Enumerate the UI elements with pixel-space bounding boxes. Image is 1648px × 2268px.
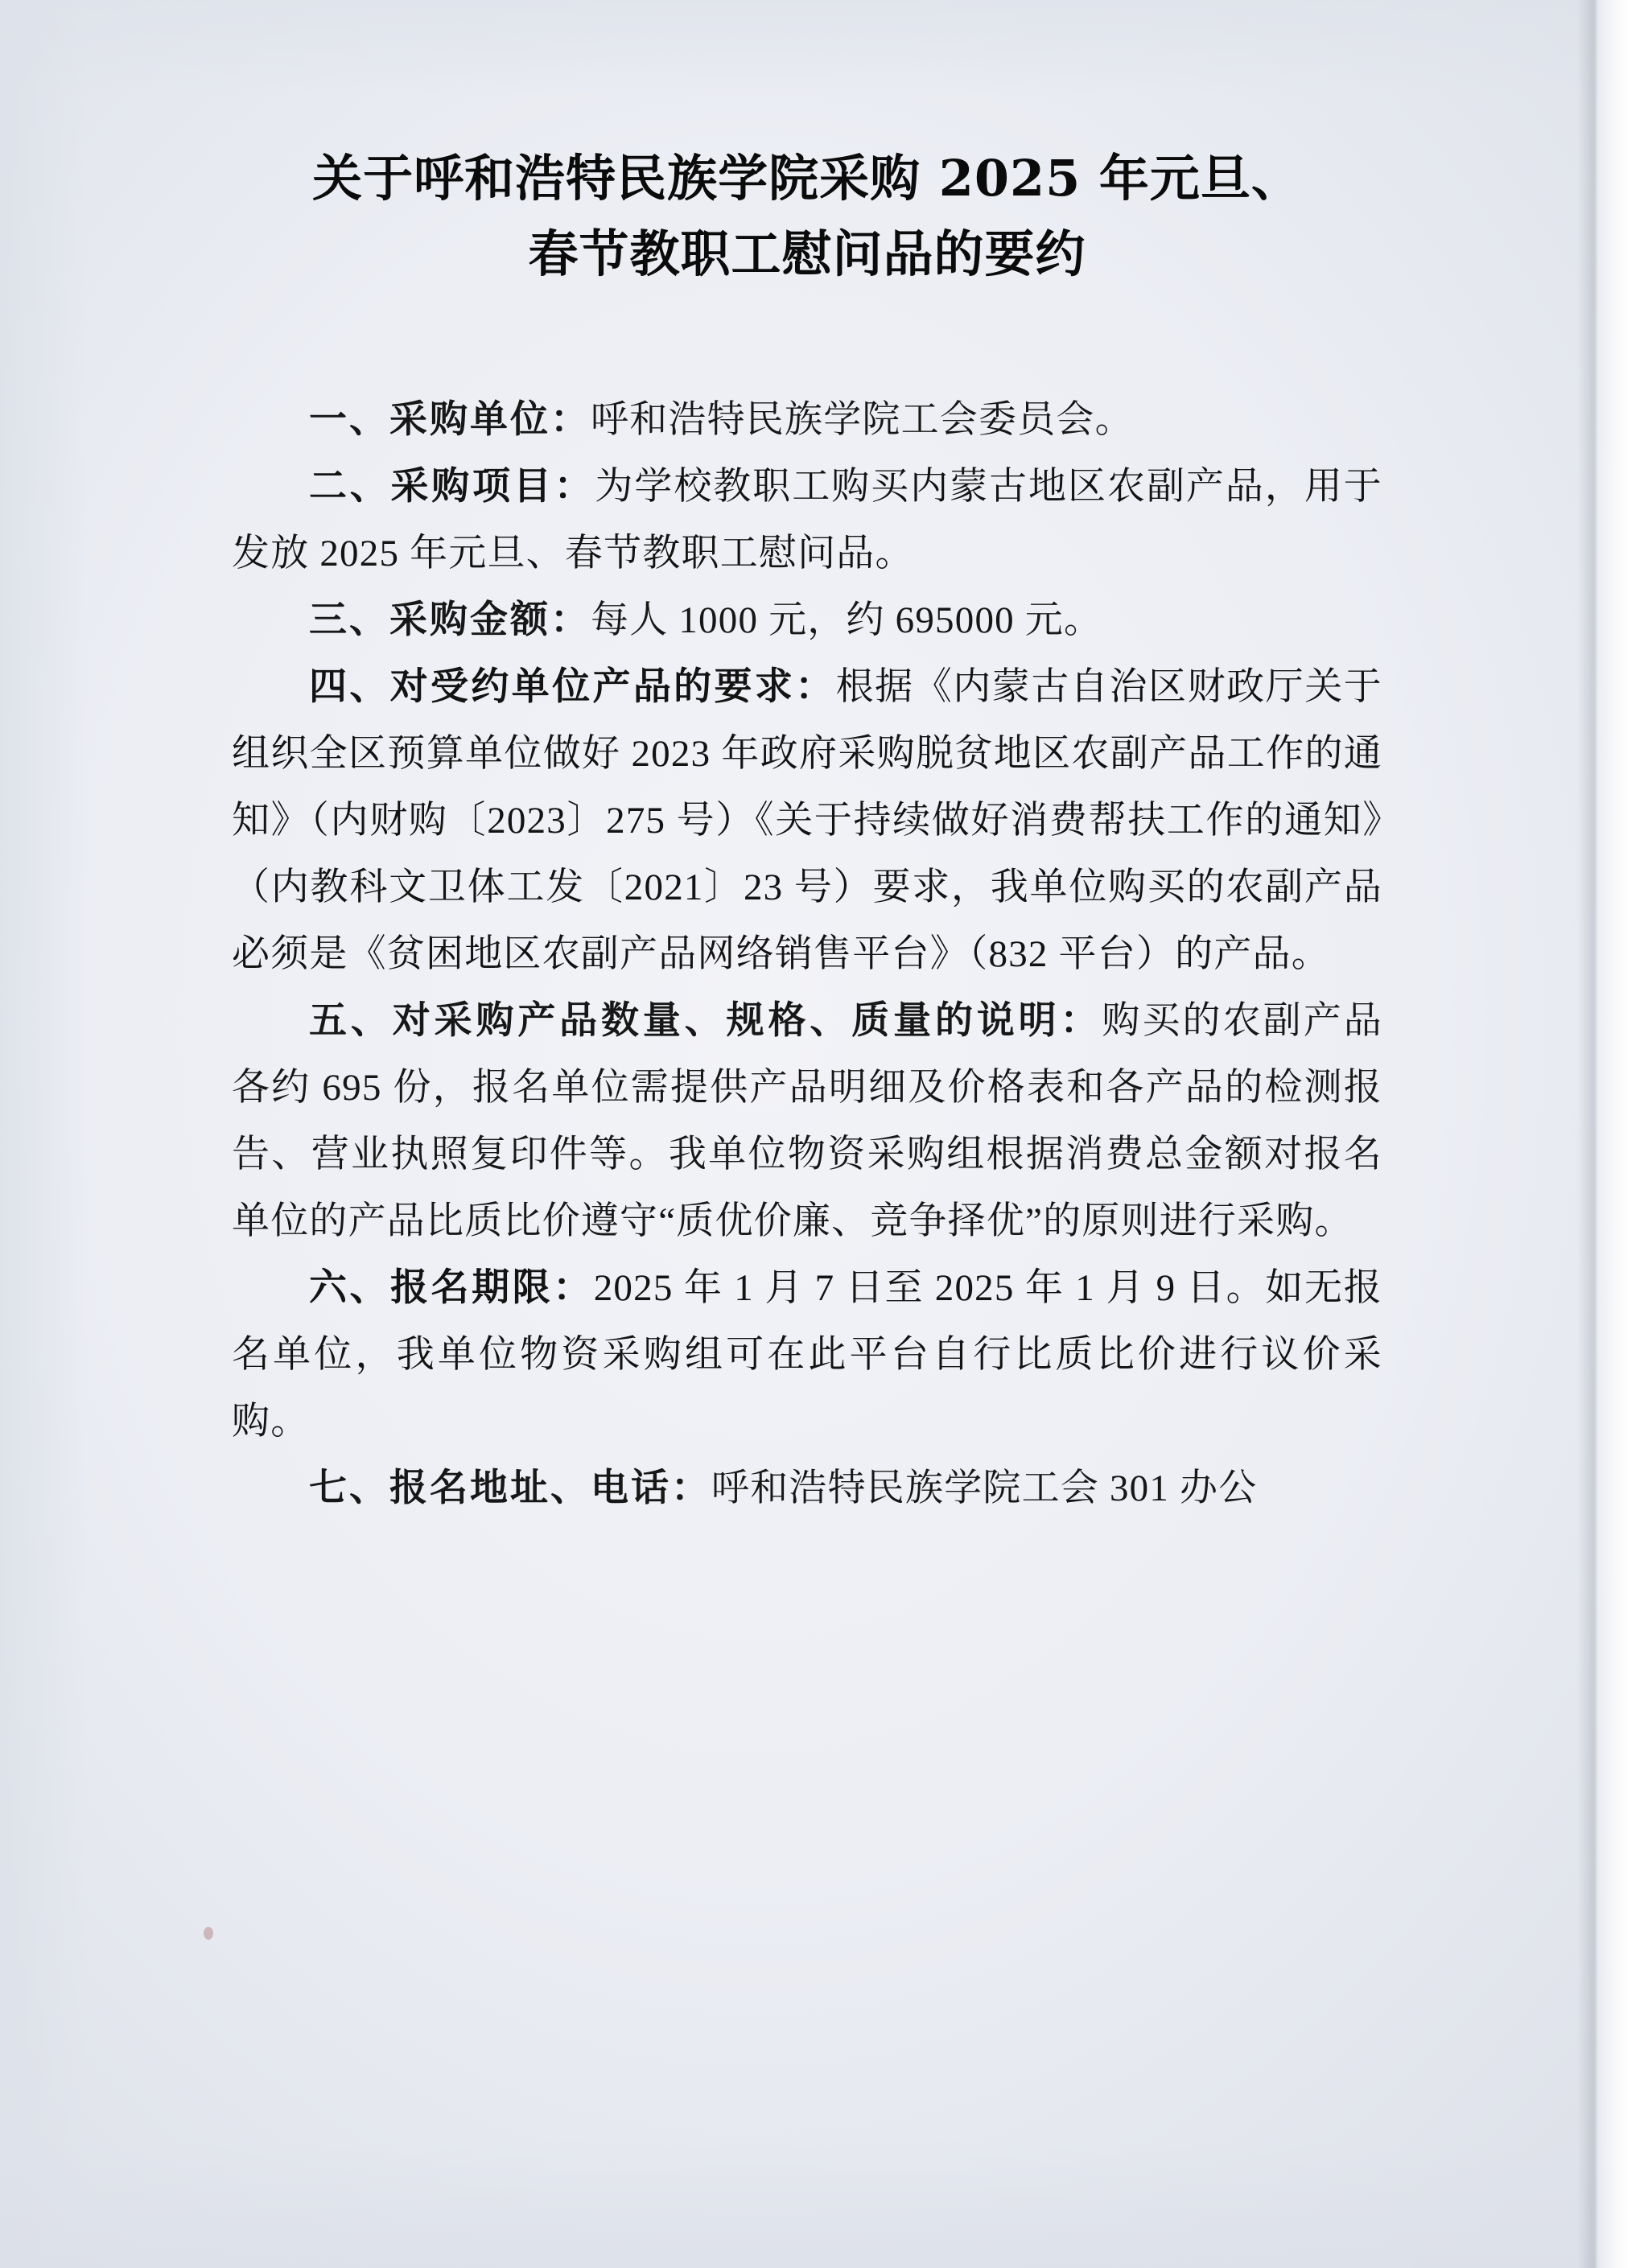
paper-grain-left bbox=[0, 0, 89, 2268]
paragraph-text-1: 呼和浩特民族学院工会委员会。 bbox=[591, 399, 1134, 441]
document-content bbox=[232, 141, 1382, 1522]
paragraph-text-4: 根据《内蒙古自治区财政厅关于组织全区预算单位做好 2023 年政府采购脱贫地区农副产品工作的通知》（内财购〔2023〕275 号）《关于持续做好消费帮扶工作的通知》（内教科文卫体工发〔2021〕23 号）要求，我单位购买的农副产品必须是《贫困地区农副产品网络销售平台》（832 平台）的产品。 bbox=[232, 666, 1382, 975]
paragraph-purchasing-project bbox=[232, 454, 1382, 587]
title-line-1: 关于呼和浩特民族学院采购 2025 年元旦、 bbox=[312, 149, 1302, 208]
paper-grain-bottom bbox=[0, 2139, 1648, 2268]
paper-speck bbox=[204, 1927, 213, 1940]
paragraph-quantity-spec-quality bbox=[232, 988, 1382, 1255]
paragraph-lead-2: 二、采购项目： bbox=[309, 466, 595, 508]
paper-grain-top bbox=[0, 0, 1648, 97]
paragraph-text-2: 为学校教职工购买内蒙古地区农副产品，用于发放 2025 年元旦、春节教职工慰问品。 bbox=[232, 466, 1383, 574]
paragraph-product-requirements bbox=[232, 654, 1382, 988]
title-line-2: 春节教职工慰问品的要约 bbox=[528, 224, 1086, 283]
paragraph-lead-7: 七、报名地址、电话： bbox=[309, 1467, 711, 1509]
paragraph-lead-1: 一、采购单位： bbox=[309, 399, 591, 441]
document-title bbox=[232, 141, 1382, 292]
paragraph-text-5: 购买的农副产品各约 695 份，报名单位需提供产品明细及价格表和各产品的检测报告、营业执照复印件等。我单位物资采购组根据消费总金额对报名单位的产品比质比价遵守“质优价廉、竞争择优”的原则进行采购。 bbox=[232, 1000, 1383, 1242]
paragraph-purchasing-amount bbox=[232, 587, 1382, 654]
paragraph-text-7: 呼和浩特民族学院工会 301 办公 bbox=[711, 1467, 1258, 1509]
paragraph-lead-6: 六、报名期限： bbox=[309, 1267, 594, 1309]
paragraph-lead-3: 三、采购金额： bbox=[309, 599, 591, 641]
paragraph-lead-4: 四、对受约单位产品的要求： bbox=[309, 666, 836, 708]
paragraph-registration-period bbox=[232, 1255, 1382, 1455]
paragraph-registration-address-phone bbox=[232, 1455, 1382, 1522]
paragraph-text-3: 每人 1000 元，约 695000 元。 bbox=[591, 599, 1103, 641]
paragraph-text-6: 2025 年 1 月 7 日至 2025 年 1 月 9 日。如无报名单位，我单位物资采购组可在此平台自行比质比价进行议价采购。 bbox=[232, 1267, 1382, 1443]
page-edge-shadow bbox=[1577, 0, 1598, 2268]
paragraph-purchasing-unit bbox=[232, 387, 1382, 454]
paragraph-lead-5: 五、对采购产品数量、规格、质量的说明： bbox=[309, 1000, 1102, 1042]
